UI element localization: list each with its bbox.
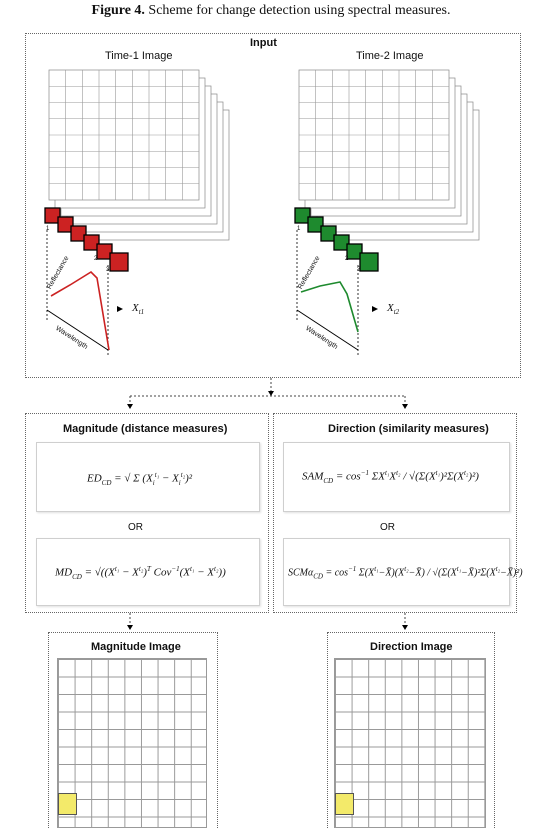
input-title: Input [250,37,277,49]
magnitude-image-grid [57,658,207,828]
time2-image-stack [295,70,479,271]
x-t2-label: $X_{t2}$ [387,302,400,317]
arrow-x1 [117,306,123,312]
md-formula-box [36,538,260,606]
t1-tick3: 3 [106,267,110,273]
t2-tick1: 1 [297,226,301,232]
magnitude-title: Magnitude (distance measures) [63,423,228,435]
direction-or: OR [380,522,395,533]
time1-wavelength-label: Wavelength [54,325,89,351]
magnitude-or: OR [128,522,143,533]
pixel-vector-cell [110,253,128,271]
time1-reflectance-label: Reflectance [46,254,71,291]
t1-tick1: 1 [46,226,50,232]
pixel-vector-cell [360,253,378,271]
direction-image-title: Direction Image [370,641,453,653]
x-t1-label: $X_{t1}$ [132,302,145,317]
time2-reflectance-label: Reflectance [297,254,322,291]
scm-formula-box [283,538,523,606]
direction-title: Direction (similarity measures) [328,423,489,435]
input-diagram [25,60,521,378]
output-arrows [0,612,542,632]
ed-formula-box [36,442,260,512]
scm-formula: $SCM\alpha_{CD} = \cos^{-1}$ $\Sigma(X^{t_1}-X̄)(X^{t_2}-X̄)$ / $√(\Sigma(X^{t_1}-X̄)^2\Sigma(X^{t_2}-X̄)^2)$ [288,565,523,581]
figure-caption: Figure 4. Scheme for change detection using spectral measures. [91,3,451,18]
arrow-x2 [372,306,378,312]
split-connector [0,376,542,412]
md-formula: $MD_{CD} = √((X^{t_1} - X^{t_2})^T$ $Cov^{-1}(X^{t_1} - X^{t_2})$) [55,565,226,581]
time1-label: Time-1 Image [105,50,173,62]
magnitude-image-title: Magnitude Image [91,641,181,653]
t2-tick2: 2 [345,256,349,262]
magnitude-highlight-pixel [58,793,77,815]
direction-image-grid [334,658,486,828]
t1-tick2: 2 [94,256,98,262]
time2-reflectance-curve [301,282,358,332]
t2-tick3: 3 [357,267,361,273]
sam-formula: $SAM_{CD} = \cos^{-1} \Sigma X^{t_1}X^{t_2} / √(\Sigma(X^{t_1})^2\Sigma(X^{t_2})^2)$ [302,469,479,485]
direction-highlight-pixel [335,793,354,815]
time2-label: Time-2 Image [356,50,424,62]
time1-image-stack [45,70,229,271]
ed-formula: $ED_{CD}$ = √ Σ $(X_i^{t_1} - X_i^{t_2})^2$ [87,471,193,487]
sam-formula-box [283,442,510,512]
time2-wavelength-label: Wavelength [304,325,339,351]
